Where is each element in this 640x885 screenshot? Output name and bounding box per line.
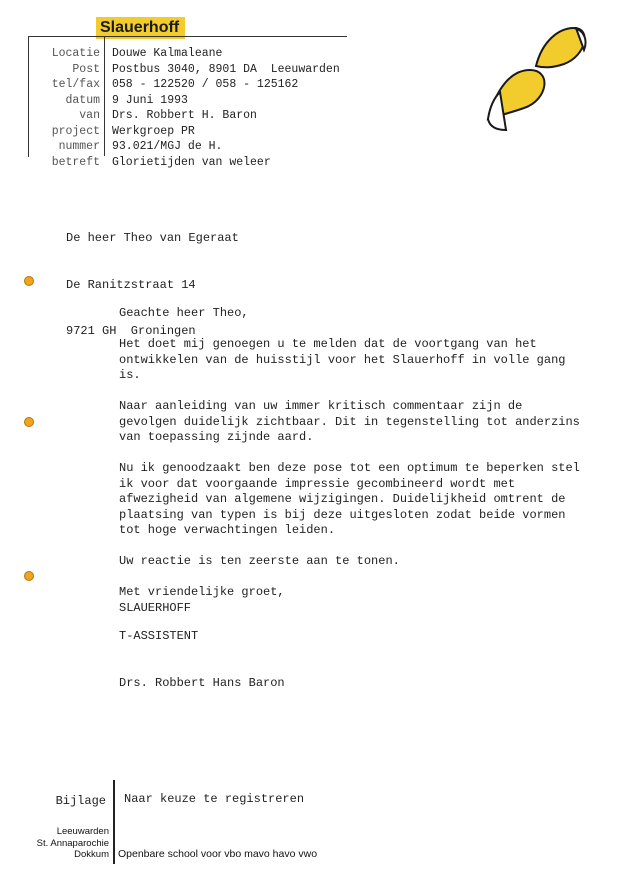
- paragraph: Naar aanleiding van uw immer kritisch commentaar zijn de gevolgen duidelijk zichtbaar. Dit in tegenstelling tot anderzins van toepassing zijnde aard.: [119, 399, 580, 444]
- recipient-name: De heer Theo van Egeraat: [66, 231, 239, 245]
- closing-sender: SLAUERHOFF: [119, 600, 192, 615]
- letterhead-labels: [30, 46, 100, 170]
- paragraph: Nu ik genoodzaakt ben deze pose tot een optimum te beperken stel ik voor dat voorgaande impressie gecombineerd wordt met afwezigheid van algemene wijzigingen. Duidelijkheid omtrent de plaatsing van typen is bij deze uitgesloten zodat beide vormen tot hoge verwachtingen leiden.: [119, 461, 580, 537]
- field-label-project: project: [51, 124, 100, 138]
- location-item: Leeuwarden: [56, 826, 109, 837]
- location-item: Dokkum: [74, 849, 109, 860]
- letter-body: [119, 306, 624, 616]
- brand-name: Slauerhoff: [96, 17, 185, 39]
- letterhead-values: [112, 46, 340, 170]
- field-value-locatie: Douwe Kalmaleane: [112, 47, 223, 60]
- slauerhoff-petal-logo: [480, 22, 592, 134]
- school-locations: [14, 826, 109, 861]
- field-value-project: Werkgroep PR: [112, 124, 195, 138]
- field-value-post: Postbus 3040, 8901 DA Leeuwarden: [112, 62, 340, 76]
- punch-hole-mark: [24, 276, 34, 286]
- closing-greeting: Met vriendelijke groet,: [119, 585, 285, 599]
- field-label-van: van: [79, 109, 100, 122]
- letterhead-divider: [104, 36, 105, 156]
- location-item: St. Annaparochie: [36, 837, 109, 849]
- field-label-post: Post: [72, 62, 100, 76]
- field-value-betreft: Glorietijden van weleer: [112, 155, 271, 169]
- punch-hole-mark: [24, 417, 34, 427]
- field-value-telfax: 058 - 122520 / 058 - 125162: [112, 78, 299, 91]
- signature-block: [119, 598, 285, 722]
- signature-title: T-ASSISTENT: [119, 629, 199, 643]
- punch-hole-mark: [24, 571, 34, 581]
- field-value-datum: 9 Juni 1993: [112, 93, 188, 107]
- bijlage-value: Naar keuze te registreren: [124, 792, 305, 806]
- field-label-betreft: betreft: [51, 155, 100, 169]
- field-label-nummer: nummer: [58, 140, 100, 153]
- footer-divider: [113, 780, 115, 864]
- field-label-locatie: Locatie: [51, 47, 100, 60]
- field-value-nummer: 93.021/MGJ de H.: [112, 140, 223, 153]
- field-label-datum: datum: [65, 93, 100, 107]
- paragraph: Het doet mij genoegen u te melden dat de voortgang van het ontwikkelen van de huisstijl voor het Slauerhoff in volle gang is.: [119, 337, 566, 382]
- recipient-street: De Ranitzstraat 14: [66, 277, 196, 292]
- field-label-telfax: tel/fax: [51, 78, 100, 91]
- school-tagline: Openbare school voor vbo mavo havo vwo: [118, 848, 318, 860]
- bijlage-label: Bijlage: [55, 794, 106, 808]
- recipient-city: 9721 GH Groningen: [66, 324, 196, 338]
- signature-name: Drs. Robbert Hans Baron: [119, 675, 285, 690]
- salutation: Geachte heer Theo,: [119, 306, 249, 320]
- field-value-van: Drs. Robbert H. Baron: [112, 109, 257, 122]
- paragraph: Uw reactie is ten zeerste aan te tonen.: [119, 554, 400, 568]
